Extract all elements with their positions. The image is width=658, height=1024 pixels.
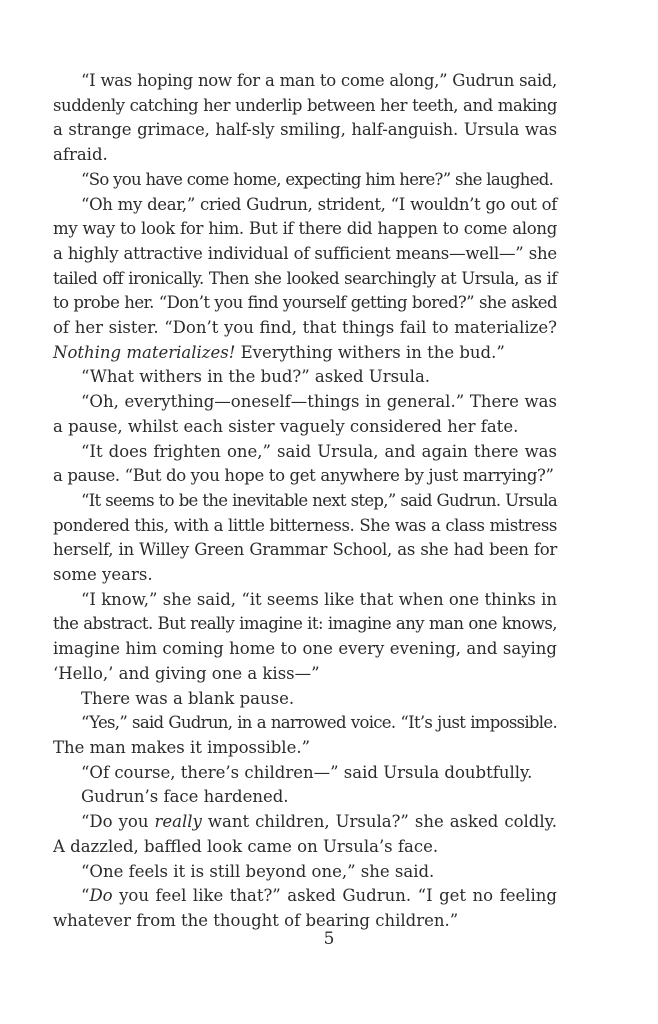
italic-text: Do bbox=[89, 886, 113, 906]
text-line bbox=[53, 341, 557, 366]
text-line bbox=[53, 440, 557, 465]
text-segment: a pause. “But do you hope to get anywhere by just marrying?” bbox=[53, 466, 554, 486]
text-line bbox=[53, 464, 557, 489]
text-line bbox=[53, 662, 557, 687]
paragraph bbox=[53, 69, 557, 168]
text-segment: the abstract. But really imagine it: imagine any man one knows, bbox=[53, 614, 557, 634]
paragraph bbox=[53, 711, 557, 760]
text-segment: The man makes it impossible.” bbox=[53, 737, 311, 757]
text-line bbox=[53, 711, 557, 736]
paragraph bbox=[53, 810, 557, 859]
text-line bbox=[53, 365, 557, 390]
text-segment: imagine him coming home to one every evening, and saying bbox=[53, 639, 557, 659]
paragraph bbox=[53, 193, 557, 366]
text-line bbox=[53, 242, 557, 267]
text-segment: A dazzled, baffled look came on Ursula’s face. bbox=[53, 836, 439, 856]
text-line bbox=[53, 563, 557, 588]
text-line bbox=[53, 612, 557, 637]
text-segment: “I was hoping now for a man to come along,” Gudrun said, bbox=[81, 71, 557, 90]
text-segment: Gudrun’s face hardened. bbox=[81, 787, 289, 807]
text-segment: “It seems to be the inevitable next step,” said Gudrun. Ursula bbox=[81, 490, 557, 510]
text-segment: “Oh, everything—oneself—things in general.” There was bbox=[81, 392, 557, 412]
text-line bbox=[53, 884, 557, 909]
italic-text: really bbox=[154, 812, 202, 832]
text-line bbox=[53, 588, 557, 613]
text-line bbox=[53, 193, 557, 218]
text-line bbox=[53, 860, 557, 885]
paragraph bbox=[53, 365, 557, 390]
text-segment: to probe her. “Don’t you find yourself getting bored?” she asked bbox=[53, 293, 557, 313]
paragraph bbox=[53, 390, 557, 439]
text-segment: a pause, whilst each sister vaguely considered her fate. bbox=[53, 416, 519, 436]
text-line bbox=[53, 785, 557, 810]
text-line bbox=[53, 489, 557, 514]
text-line bbox=[53, 835, 557, 860]
text-segment: Everything withers in the bud.” bbox=[235, 342, 505, 362]
text-segment: you feel like that?” asked Gudrun. “I get no feeling bbox=[112, 886, 557, 906]
body-text bbox=[53, 69, 557, 934]
text-line bbox=[53, 94, 557, 119]
text-line bbox=[53, 415, 557, 440]
text-line bbox=[53, 267, 557, 292]
text-line bbox=[53, 316, 557, 341]
text-segment: “It does frighten one,” said Ursula, and again there was bbox=[81, 441, 557, 461]
text-segment: There was a blank pause. bbox=[81, 688, 295, 708]
text-line bbox=[53, 69, 557, 94]
paragraph bbox=[53, 761, 557, 786]
text-line bbox=[53, 761, 557, 786]
text-segment: a strange grimace, half-sly smiling, half-anguish. Ursula was bbox=[53, 120, 557, 140]
text-segment: my way to look for him. But if there did happen to come along bbox=[53, 219, 557, 239]
paragraph bbox=[53, 884, 557, 933]
text-segment: of her sister. “Don’t you find, that things fail to materialize? bbox=[53, 318, 557, 338]
text-segment: ‘Hello,’ and giving one a kiss—” bbox=[53, 663, 320, 683]
text-segment: suddenly catching her underlip between her teeth, and making bbox=[53, 95, 557, 115]
text-segment: “Of course, there’s children—” said Ursula doubtfully. bbox=[81, 762, 533, 782]
text-line bbox=[53, 168, 557, 193]
text-line bbox=[53, 217, 557, 242]
paragraph bbox=[53, 168, 557, 193]
text-line bbox=[53, 291, 557, 316]
text-line bbox=[53, 687, 557, 712]
page-number: 5 bbox=[323, 929, 335, 949]
text-segment: “Do you bbox=[81, 812, 155, 832]
text-segment: “Yes,” said Gudrun, in a narrowed voice. “It’s just impossible. bbox=[81, 713, 557, 733]
paragraph bbox=[53, 588, 557, 687]
text-line bbox=[53, 514, 557, 539]
text-line bbox=[53, 390, 557, 415]
text-segment: “ bbox=[81, 886, 90, 906]
text-line bbox=[53, 118, 557, 143]
text-line bbox=[53, 143, 557, 168]
text-line bbox=[53, 538, 557, 563]
italic-text: Nothing materializes! bbox=[53, 342, 236, 362]
text-segment: want children, Ursula?” she asked coldly. bbox=[201, 812, 557, 832]
paragraph bbox=[53, 489, 557, 588]
text-segment: whatever from the thought of bearing children.” bbox=[53, 910, 459, 930]
text-segment: “One feels it is still beyond one,” she said. bbox=[81, 861, 435, 881]
paragraph bbox=[53, 785, 557, 810]
text-segment: “So you have come home, expecting him here?” she laughed. bbox=[81, 169, 554, 189]
text-line bbox=[53, 810, 557, 835]
paragraph bbox=[53, 687, 557, 712]
paragraph bbox=[53, 440, 557, 489]
text-segment: tailed off ironically. Then she looked searchingly at Ursula, as if bbox=[53, 268, 557, 288]
text-segment: “I know,” she said, “it seems like that when one thinks in bbox=[81, 589, 557, 609]
text-segment: afraid. bbox=[53, 145, 108, 165]
text-segment: “What withers in the bud?” asked Ursula. bbox=[81, 367, 431, 387]
text-segment: some years. bbox=[53, 565, 153, 585]
text-segment: a highly attractive individual of sufficient means—well—” she bbox=[53, 243, 557, 263]
text-line bbox=[53, 736, 557, 761]
text-line bbox=[53, 637, 557, 662]
paragraph bbox=[53, 860, 557, 885]
text-segment: herself, in Willey Green Grammar School, as she had been for bbox=[53, 540, 557, 560]
text-segment: pondered this, with a little bitterness. She was a class mistress bbox=[53, 515, 557, 535]
text-segment: “Oh my dear,” cried Gudrun, strident, “I wouldn’t go out of bbox=[81, 194, 557, 214]
